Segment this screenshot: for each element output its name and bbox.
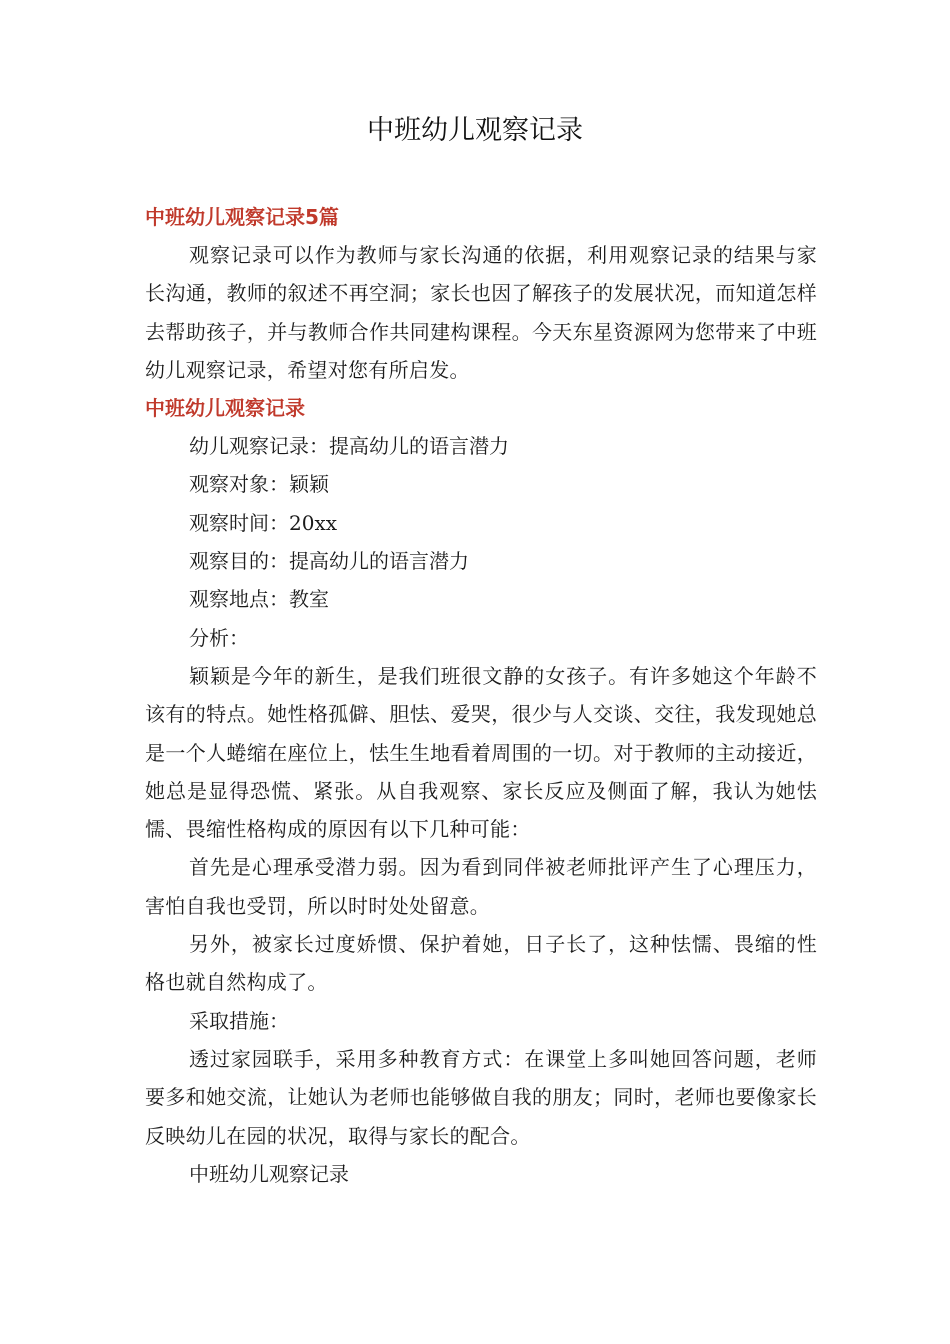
field-value: 颖颖 — [289, 472, 329, 497]
field-value: 20xx — [289, 510, 338, 535]
analysis-label: 分析： — [189, 625, 249, 650]
field-label: 观察地点： — [189, 587, 289, 612]
field-location — [145, 580, 817, 618]
field-value: 提高幼儿的语言潜力 — [329, 434, 509, 459]
field-label: 观察目的： — [189, 549, 289, 574]
observation-fields — [145, 427, 817, 618]
intro-paragraph: 观察记录可以作为教师与家长沟通的依据，利用观察记录的结果与家长沟通，教师的叙述不再空洞；家长也因了解孩子的发展状况，而知道怎样去帮助孩子，并与教师合作共同建构课程。今天东星资源网为您带来了中班幼儿观察记录，希望对您有所启发。 — [145, 243, 817, 382]
field-time — [145, 504, 817, 542]
field-value: 提高幼儿的语言潜力 — [289, 549, 469, 574]
measures-label: 采取措施： — [189, 1008, 289, 1033]
section-heading: 中班幼儿观察记录 — [145, 396, 305, 421]
measures-paragraph: 透过家园联手，采用多种教育方式：在课堂上多叫她回答问题，老师要多和她交流，让她认为老师也能够做自我的朋友；同时，老师也要像家长反映幼儿在园的状况，取得与家长的配合。 — [145, 1046, 817, 1148]
field-subject — [145, 465, 817, 503]
field-label: 观察时间： — [189, 510, 289, 535]
page-title: 中班幼儿观察记录 — [367, 115, 583, 146]
field-value: 教室 — [289, 587, 329, 612]
field-label: 观察对象： — [189, 472, 289, 497]
document-body — [145, 198, 817, 1193]
field-record-topic — [145, 427, 817, 465]
field-label: 幼儿观察记录： — [189, 434, 329, 459]
analysis-paragraph: 首先是心理承受潜力弱。因为看到同伴被老师批评产生了心理压力，害怕自我也受罚，所以时时处处留意。 — [145, 855, 817, 918]
analysis-paragraph: 另外，被家长过度娇惯、保护着她，日子长了，这种怯懦、畏缩的性格也就自然构成了。 — [145, 932, 817, 995]
field-purpose — [145, 542, 817, 580]
main-heading: 中班幼儿观察记录5篇 — [145, 205, 339, 229]
analysis-paragraph: 颖颖是今年的新生，是我们班很文静的女孩子。有许多她这个年龄不该有的特点。她性格孤僻、胆怯、爱哭，很少与人交谈、交往，我发现她总是一个人蜷缩在座位上，怯生生地看着周围的一切。对于教师的主动接近，她总是显得恐慌、紧张。从自我观察、家长反应及侧面了解，我认为她怯懦、畏缩性格构成的原因有以下几种可能： — [145, 663, 817, 842]
footer-line: 中班幼儿观察记录 — [189, 1161, 349, 1186]
